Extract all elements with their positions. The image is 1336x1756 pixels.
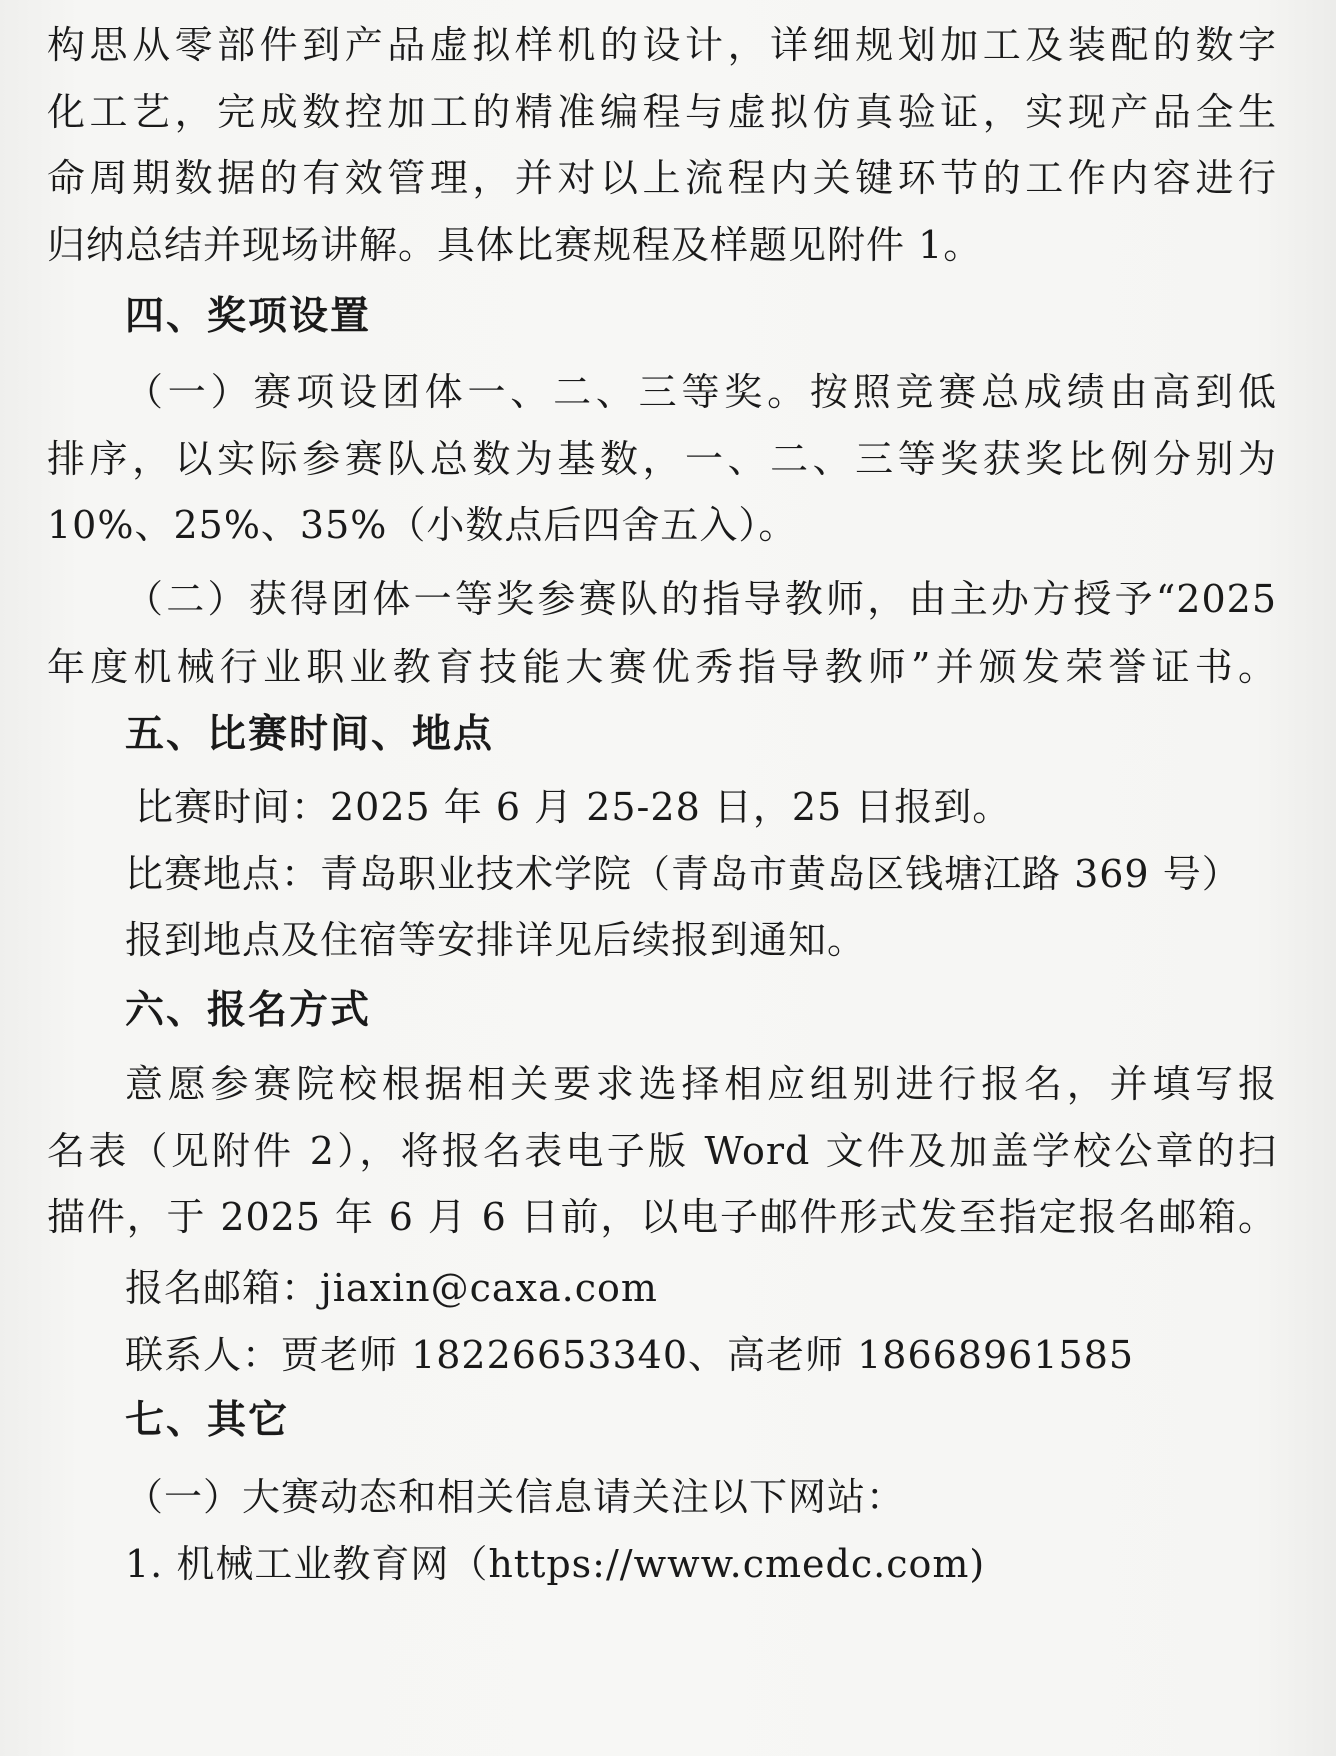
paragraph-line: 描件，于 2025 年 6 月 6 日前，以电子邮件形式发至指定报名邮箱。 <box>47 1195 1277 1239</box>
paragraph-line: （一）赛项设团体一、二、三等奖。按照竞赛总成绩由高到低 <box>125 370 1277 414</box>
paragraph-line: 构思从零部件到产品虚拟样机的设计，详细规划加工及装配的数字 <box>47 23 1277 67</box>
section-heading: 四、奖项设置 <box>125 294 372 339</box>
paragraph-line: （一）大赛动态和相关信息请关注以下网站： <box>125 1475 906 1519</box>
paragraph-line: 报到地点及住宿等安排详见后续报到通知。 <box>125 918 867 962</box>
paragraph-line: 归纳总结并现场讲解。具体比赛规程及样题见附件 1。 <box>47 223 983 267</box>
paragraph-line: 名表（见附件 2），将报名表电子版 Word 文件及加盖学校公章的扫 <box>47 1129 1277 1173</box>
contact-line: 联系人：贾老师 18226653340、高老师 18668961585 <box>125 1333 1135 1377</box>
paragraph-line: （二）获得团体一等奖参赛队的指导教师，由主办方授予“2025 <box>125 577 1277 621</box>
paragraph-line: 意愿参赛院校根据相关要求选择相应组别进行报名，并填写报 <box>125 1062 1277 1106</box>
paragraph-line: 排序，以实际参赛队总数为基数，一、二、三等奖获奖比例分别为 <box>47 437 1277 481</box>
paragraph-line: 命周期数据的有效管理，并对以上流程内关键环节的工作内容进行 <box>47 156 1277 200</box>
paragraph-line: 年度机械行业职业教育技能大赛优秀指导教师”并颁发荣誉证书。 <box>47 645 1277 689</box>
email-line: 报名邮箱：jiaxin@caxa.com <box>125 1266 658 1310</box>
website-line: 1. 机械工业教育网（https://www.cmedc.com) <box>125 1542 986 1586</box>
section-heading: 七、其它 <box>125 1398 290 1443</box>
paragraph-line: 比赛地点：青岛职业技术学院（青岛市黄岛区钱塘江路 369 号） <box>125 852 1241 896</box>
paragraph-line: 比赛时间：2025 年 6 月 25-28 日，25 日报到。 <box>135 785 1012 829</box>
section-heading: 六、报名方式 <box>125 988 372 1033</box>
section-heading: 五、比赛时间、地点 <box>125 712 495 757</box>
paragraph-line: 10%、25%、35%（小数点后四舍五入）。 <box>47 503 798 547</box>
paragraph-line: 化工艺，完成数控加工的精准编程与虚拟仿真验证，实现产品全生 <box>47 90 1277 134</box>
